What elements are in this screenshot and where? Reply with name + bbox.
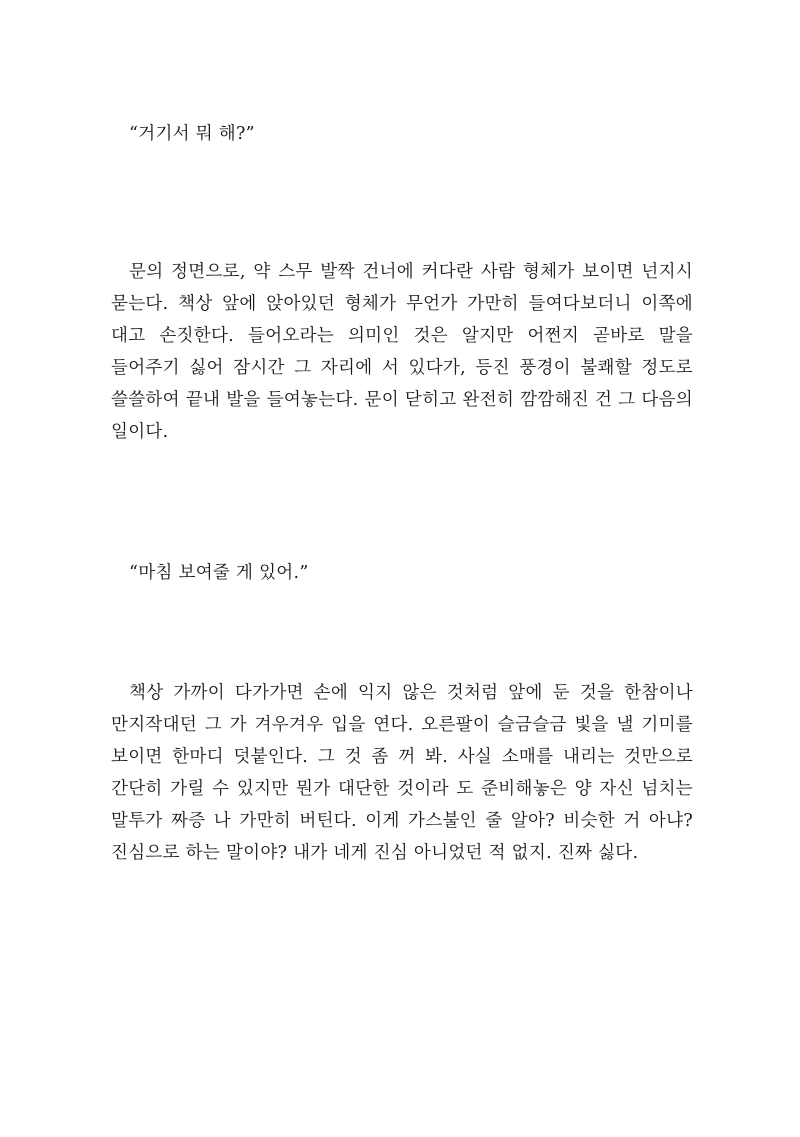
narration-paragraph: 책상 가까이 다가가면 손에 익지 않은 것처럼 앞에 둔 것을 한참이나 만지작대던 그 가 겨우겨우 입을 연다. 오른팔이 슬금슬금 빛을 낼 기미를 보이면 한마디 덧붙인다. 그 것 좀 꺼 봐. 사실 소매를 내리는 것만으로 간단히 가릴 수 있지만 뭔가 대단한 것이라 도 준비해놓은 양 자신 넘치는 말투가 짜증 나 가만히 버틴다. 이게 가스불인 줄 알아? 비슷한 거 아냐? 진심으로 하는 말이야? 내가 네게 진심 아니었던 적 없지. 진짜 싫다. — [111, 683, 693, 863]
narration-paragraph: 문의 정면으로, 약 스무 발짝 건너에 커다란 사람 형체가 보이면 넌지시 묻는다. 책상 앞에 앉아있던 형체가 무언가 가만히 들여다보더니 이쪽에 대고 손짓한다. 들어오라는 의미인 것은 알지만 어쩐지 곧바로 말을 들어주기 싫어 잠시간 그 자리에 서 있다가, 등진 풍경이 불쾌할 정도로 쓸쓸하여 끝내 발을 들여놓는다. 문이 닫히고 완전히 깜깜해진 건 그 다음의 일이다. — [111, 262, 693, 442]
dialogue-line: “마침 보여줄 게 있어.” — [129, 563, 309, 583]
dialogue-line: “거기서 뭐 해?” — [129, 124, 255, 144]
